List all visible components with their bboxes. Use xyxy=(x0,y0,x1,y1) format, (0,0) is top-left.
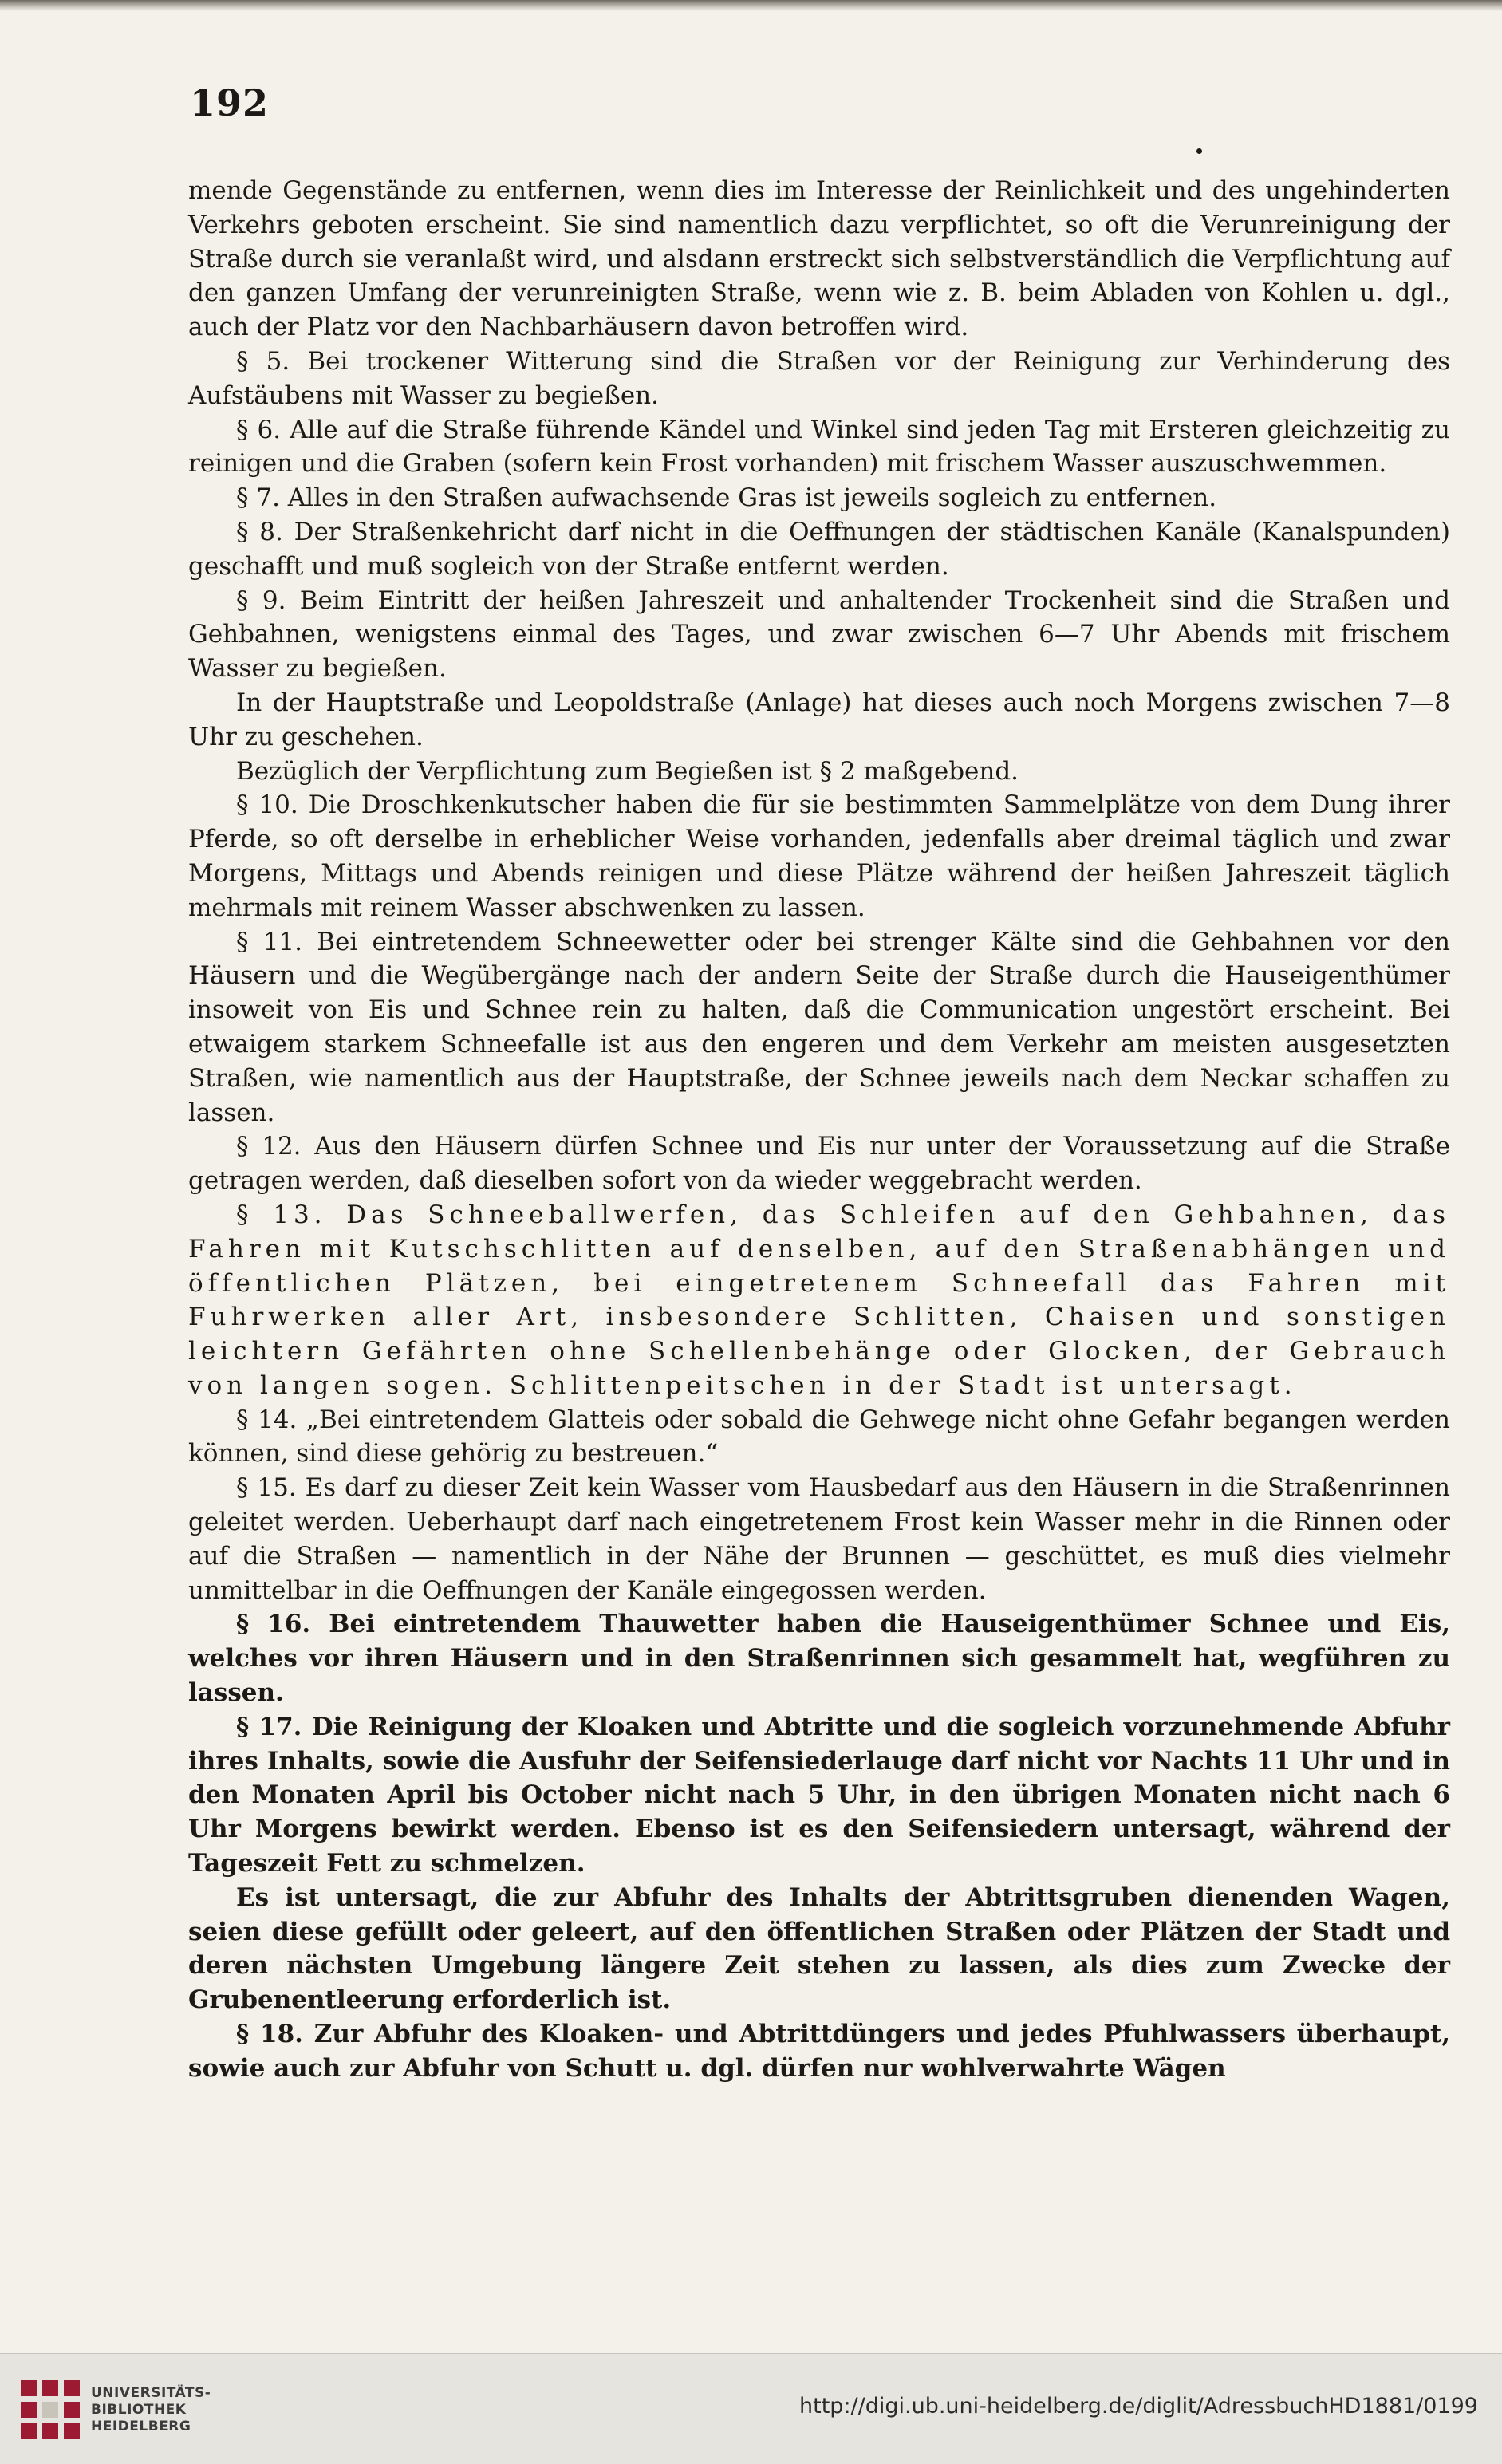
page-edge xyxy=(0,0,1502,11)
viewer-footer xyxy=(0,2353,1502,2464)
paragraph: In der Hauptstraße und Leopoldstraße (Anlage) hat dieses auch noch Morgens zwischen 7—8 Uhr zu geschehen. xyxy=(188,688,1450,751)
paragraph: Es ist untersagt, die zur Abfuhr des Inhalts der Abtrittsgruben dienenden Wagen, seien diese gefüllt oder geleert, auf den öffentlichen Straßen oder Plätzen der Stadt und deren nächsten Umgebung längere Zeit stehen zu lassen, als dies zum Zwecke der Grubenentleerung erforderlich ist. xyxy=(188,1882,1450,2015)
paragraph: Bezüglich der Verpflichtung zum Begießen ist § 2 maßgebend. xyxy=(236,756,1019,786)
library-logo-text xyxy=(91,2385,211,2435)
paragraph: § 15. Es darf zu dieser Zeit kein Wasser vom Hausbedarf aus den Häusern in die Straßenrinnen geleitet werden. Ueberhaupt darf nach eingetretenem Frost kein Wasser mehr in die Rinnen oder auf die Straßen — namentlich in der Nähe der Brunnen — geschüttet, es muß dies vielmehr unmittelbar in die Oeffnungen der Kanäle eingegossen werden. xyxy=(188,1473,1450,1605)
paragraph: mende Gegenstände zu entfernen, wenn dies im Interesse der Reinlichkeit und des ungehinderten Verkehrs geboten erscheint. Sie sind namentlich dazu verpflichtet, so oft die Verunreinigung der Straße durch sie veranlaßt wird, und alsdann erstreckt sich selbstverständlich die Verpflichtung auf den ganzen Umfang der verunreinigten Straße, wenn wie z. B. beim Abladen von Kohlen u. dgl., auch der Platz vor den Nachbarhäusern davon betroffen wird. xyxy=(188,176,1450,342)
paragraph: § 11. Bei eintretendem Schneewetter oder bei strenger Kälte sind die Gehbahnen vor den Häusern und die Wegübergänge nach der andern Seite der Straße durch die Hauseigenthümer insoweit von Eis und Schnee rein zu halten, daß die Communication ungestört erscheint. Bei etwaigem starkem Schneefalle ist aus den engeren und dem Verkehr am meisten ausgesetzten Straßen, wie namentlich aus der Hauptstraße, der Schnee jeweils nach dem Neckar schaffen zu lassen. xyxy=(188,927,1450,1127)
body-text xyxy=(188,174,1450,2086)
page-number: 192 xyxy=(190,81,270,124)
permalink-url[interactable]: http://digi.ub.uni-heidelberg.de/diglit/AdressbuchHD1881/0199 xyxy=(799,2394,1478,2419)
paragraph: § 6. Alle auf die Straße führende Kändel und Winkel sind jeden Tag mit Ersteren gleichzeitig zu reinigen und die Graben (sofern kein Frost vorhanden) mit frischem Wasser auszuschwemmen. xyxy=(188,415,1450,479)
logo-line: BIBLIOTHEK xyxy=(91,2401,187,2418)
paragraph: § 5. Bei trockener Witterung sind die Straßen vor der Reinigung zur Verhinderung des Aufstäubens mit Wasser zu begießen. xyxy=(188,346,1450,410)
paragraph: § 16. Bei eintretendem Thauwetter haben die Hauseigenthümer Schnee und Eis, welches vor ihren Häusern und in den Straßenrinnen sich gesammelt hat, wegführen zu lassen. xyxy=(188,1610,1450,1708)
paragraph: § 14. „Bei eintretendem Glatteis oder sobald die Gehwege nicht ohne Gefahr begangen werden können, sind diese gehörig zu bestreuen.“ xyxy=(188,1405,1450,1469)
library-logo[interactable] xyxy=(21,2370,260,2450)
paragraph: § 18. Zur Abfuhr des Kloaken- und Abtrittdüngers und jedes Pfuhlwassers überhaupt, sowie auch zur Abfuhr von Schutt u. dgl. dürfen nur wohlverwahrte Wägen xyxy=(188,2020,1450,2083)
logo-line: UNIVERSITÄTS- xyxy=(91,2384,211,2401)
paragraph: § 17. Die Reinigung der Kloaken und Abtritte und die sogleich vorzunehmende Abfuhr ihres Inhalts, sowie die Ausfuhr der Seifensiederlauge darf nicht vor Nachts 11 Uhr und in den Monaten April bis October nicht nach 5 Uhr, in den übrigen Monaten nicht nach 6 Uhr Morgens bewirkt werden. Ebenso ist es den Seifensiedern untersagt, während der Tageszeit Fett zu schmelzen. xyxy=(188,1712,1450,1879)
ink-dot xyxy=(1196,148,1202,154)
paragraph: § 10. Die Droschkenkutscher haben die für sie bestimmten Sammelplätze von dem Dung ihrer Pferde, so oft derselbe in erheblicher Weise vorhanden, jedenfalls aber dreimal täglich und zwar Morgens, Mittags und Abends reinigen und diese Plätze während der heißen Jahreszeit täglich mehrmals mit reinem Wasser abschwenken zu lassen. xyxy=(188,790,1450,922)
logo-line: HEIDELBERG xyxy=(91,2418,191,2434)
paragraph: § 9. Beim Eintritt der heißen Jahreszeit und anhaltender Trockenheit sind die Straßen und Gehbahnen, wenigstens einmal des Tages, und zwar zwischen 6—7 Uhr Abends mit frischem Wasser zu begießen. xyxy=(188,585,1450,684)
paragraph: § 13. Das Schneeballwerfen, das Schleifen auf den Gehbahnen, das Fahren mit Kutschschlitten auf denselben, auf den Straßenabhängen und öffentlichen Plätzen, bei eingetretenem Schneefall das Fahren mit Fuhrwerken aller Art, insbesondere Schlitten, Chaisen und sonstigen leichtern Gefährten ohne Schellenbehänge oder Glocken, der Gebrauch von langen sogen. Schlittenpeitschen in der Stadt ist untersagt. xyxy=(188,1200,1450,1400)
paragraph: § 8. Der Straßenkehricht darf nicht in die Oeffnungen der städtischen Kanäle (Kanalspunden) geschafft und muß sogleich von der Straße entfernt werden. xyxy=(188,517,1450,581)
paragraph: § 12. Aus den Häusern dürfen Schnee und Eis nur unter der Voraussetzung auf die Straße getragen werden, daß dieselben sofort von da wieder weggebracht werden. xyxy=(188,1132,1450,1196)
library-logo-icon xyxy=(21,2380,80,2439)
paragraph: § 7. Alles in den Straßen aufwachsende Gras ist jeweils sogleich zu entfernen. xyxy=(236,483,1217,513)
